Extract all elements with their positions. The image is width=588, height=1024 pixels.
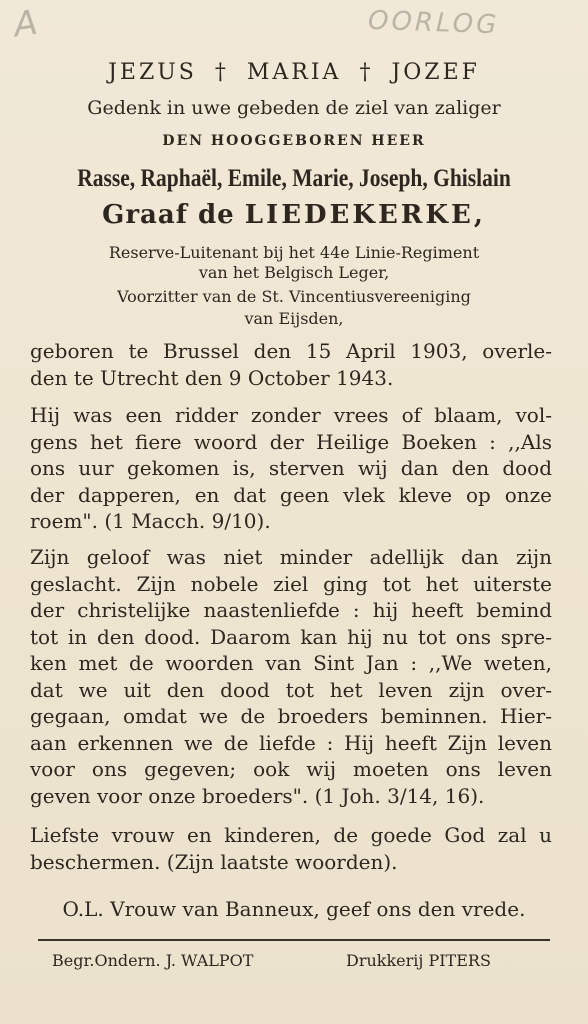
text-line: gens het fiere woord der Heilige Boeken : ,,Als bbox=[30, 429, 552, 454]
text-line: den te Utrecht den 9 October 1943. bbox=[30, 365, 394, 390]
role-line: van het Belgisch Leger, bbox=[198, 263, 390, 282]
role-line: Voorzitter van de St. Vincentiusvereeniging bbox=[117, 287, 471, 306]
birth-death-paragraph bbox=[30, 338, 552, 391]
holy-name-jezus: JEZUS bbox=[108, 60, 197, 85]
text-line: Zijn geloof was niet minder adellijk dan zijn bbox=[30, 545, 552, 569]
text-line: roem". (1 Macch. 9/10). bbox=[30, 509, 271, 533]
text-line: der christelijke naastenliefde : hij heeft bemind bbox=[30, 598, 552, 622]
closing-prayer: O.L. Vrouw van Banneux, geef ons den vrede. bbox=[62, 897, 526, 921]
text-line: ons uur gekomen is, sterven wij dan den dood bbox=[30, 456, 552, 480]
pencil-note-right: OORLOG bbox=[367, 5, 500, 41]
text-line: tot in den dood. Daarom kan hij nu tot ons spre- bbox=[30, 624, 552, 649]
text-line: gegaan, omdat we de broeders beminnen. Hier- bbox=[30, 704, 552, 728]
honorific-title: DEN HOOGGEBOREN HEER bbox=[162, 133, 426, 149]
footer-divider bbox=[38, 939, 550, 941]
cross-icon: † bbox=[359, 60, 374, 85]
last-words-paragraph bbox=[30, 822, 552, 875]
printer-credit: Drukkerij PITERS bbox=[346, 951, 491, 970]
text-line: geven voor onze broeders". (1 Joh. 3/14, 16). bbox=[30, 783, 485, 808]
text-line: beschermen. (Zijn laatste woorden). bbox=[30, 849, 398, 874]
given-names: Rasse, Raphaël, Emile, Marie, Joseph, Ghislain bbox=[77, 165, 511, 192]
text-line: ken met de woorden van Sint Jan : ,,We weten, bbox=[30, 651, 552, 675]
cross-icon: † bbox=[214, 60, 229, 85]
surname: LIEDEKERKE, bbox=[244, 200, 486, 230]
undertaker-credit: Begr.Ondern. J. WALPOT bbox=[52, 951, 254, 970]
text-line: geslacht. Zijn nobele ziel ging tot het uiterste bbox=[30, 571, 552, 596]
text-line: Liefste vrouw en kinderen, de goede God zal u bbox=[30, 823, 552, 847]
holy-name-jozef: JOZEF bbox=[391, 60, 480, 85]
role-line: Reserve-Luitenant bij het 44e Linie-Regiment bbox=[108, 243, 480, 262]
text-line: geboren te Brussel den 15 April 1903, overle- bbox=[30, 339, 552, 363]
text-line: dat we uit den dood tot het leven zijn over- bbox=[30, 677, 552, 702]
tribute-paragraph bbox=[30, 402, 552, 535]
role-line: van Eijsden, bbox=[244, 309, 344, 328]
faith-paragraph bbox=[30, 544, 552, 809]
holy-name-maria: MARIA bbox=[246, 60, 342, 85]
pencil-note-left: A bbox=[11, 2, 40, 46]
holy-names-line bbox=[20, 60, 568, 85]
count-name bbox=[20, 200, 568, 230]
text-line: voor ons gegeven; ook wij moeten ons leven bbox=[30, 757, 552, 781]
prayer-line: Gedenk in uwe gebeden de ziel van zaliger bbox=[87, 97, 501, 119]
count-prefix: Graaf de bbox=[102, 200, 235, 230]
text-line: der dapperen, en dat geen vlek kleve op onze bbox=[30, 482, 552, 507]
text-line: Hij was een ridder zonder vrees of blaam, vol- bbox=[30, 403, 552, 427]
text-line: aan erkennen we de liefde : Hij heeft Zijn leven bbox=[30, 730, 552, 755]
